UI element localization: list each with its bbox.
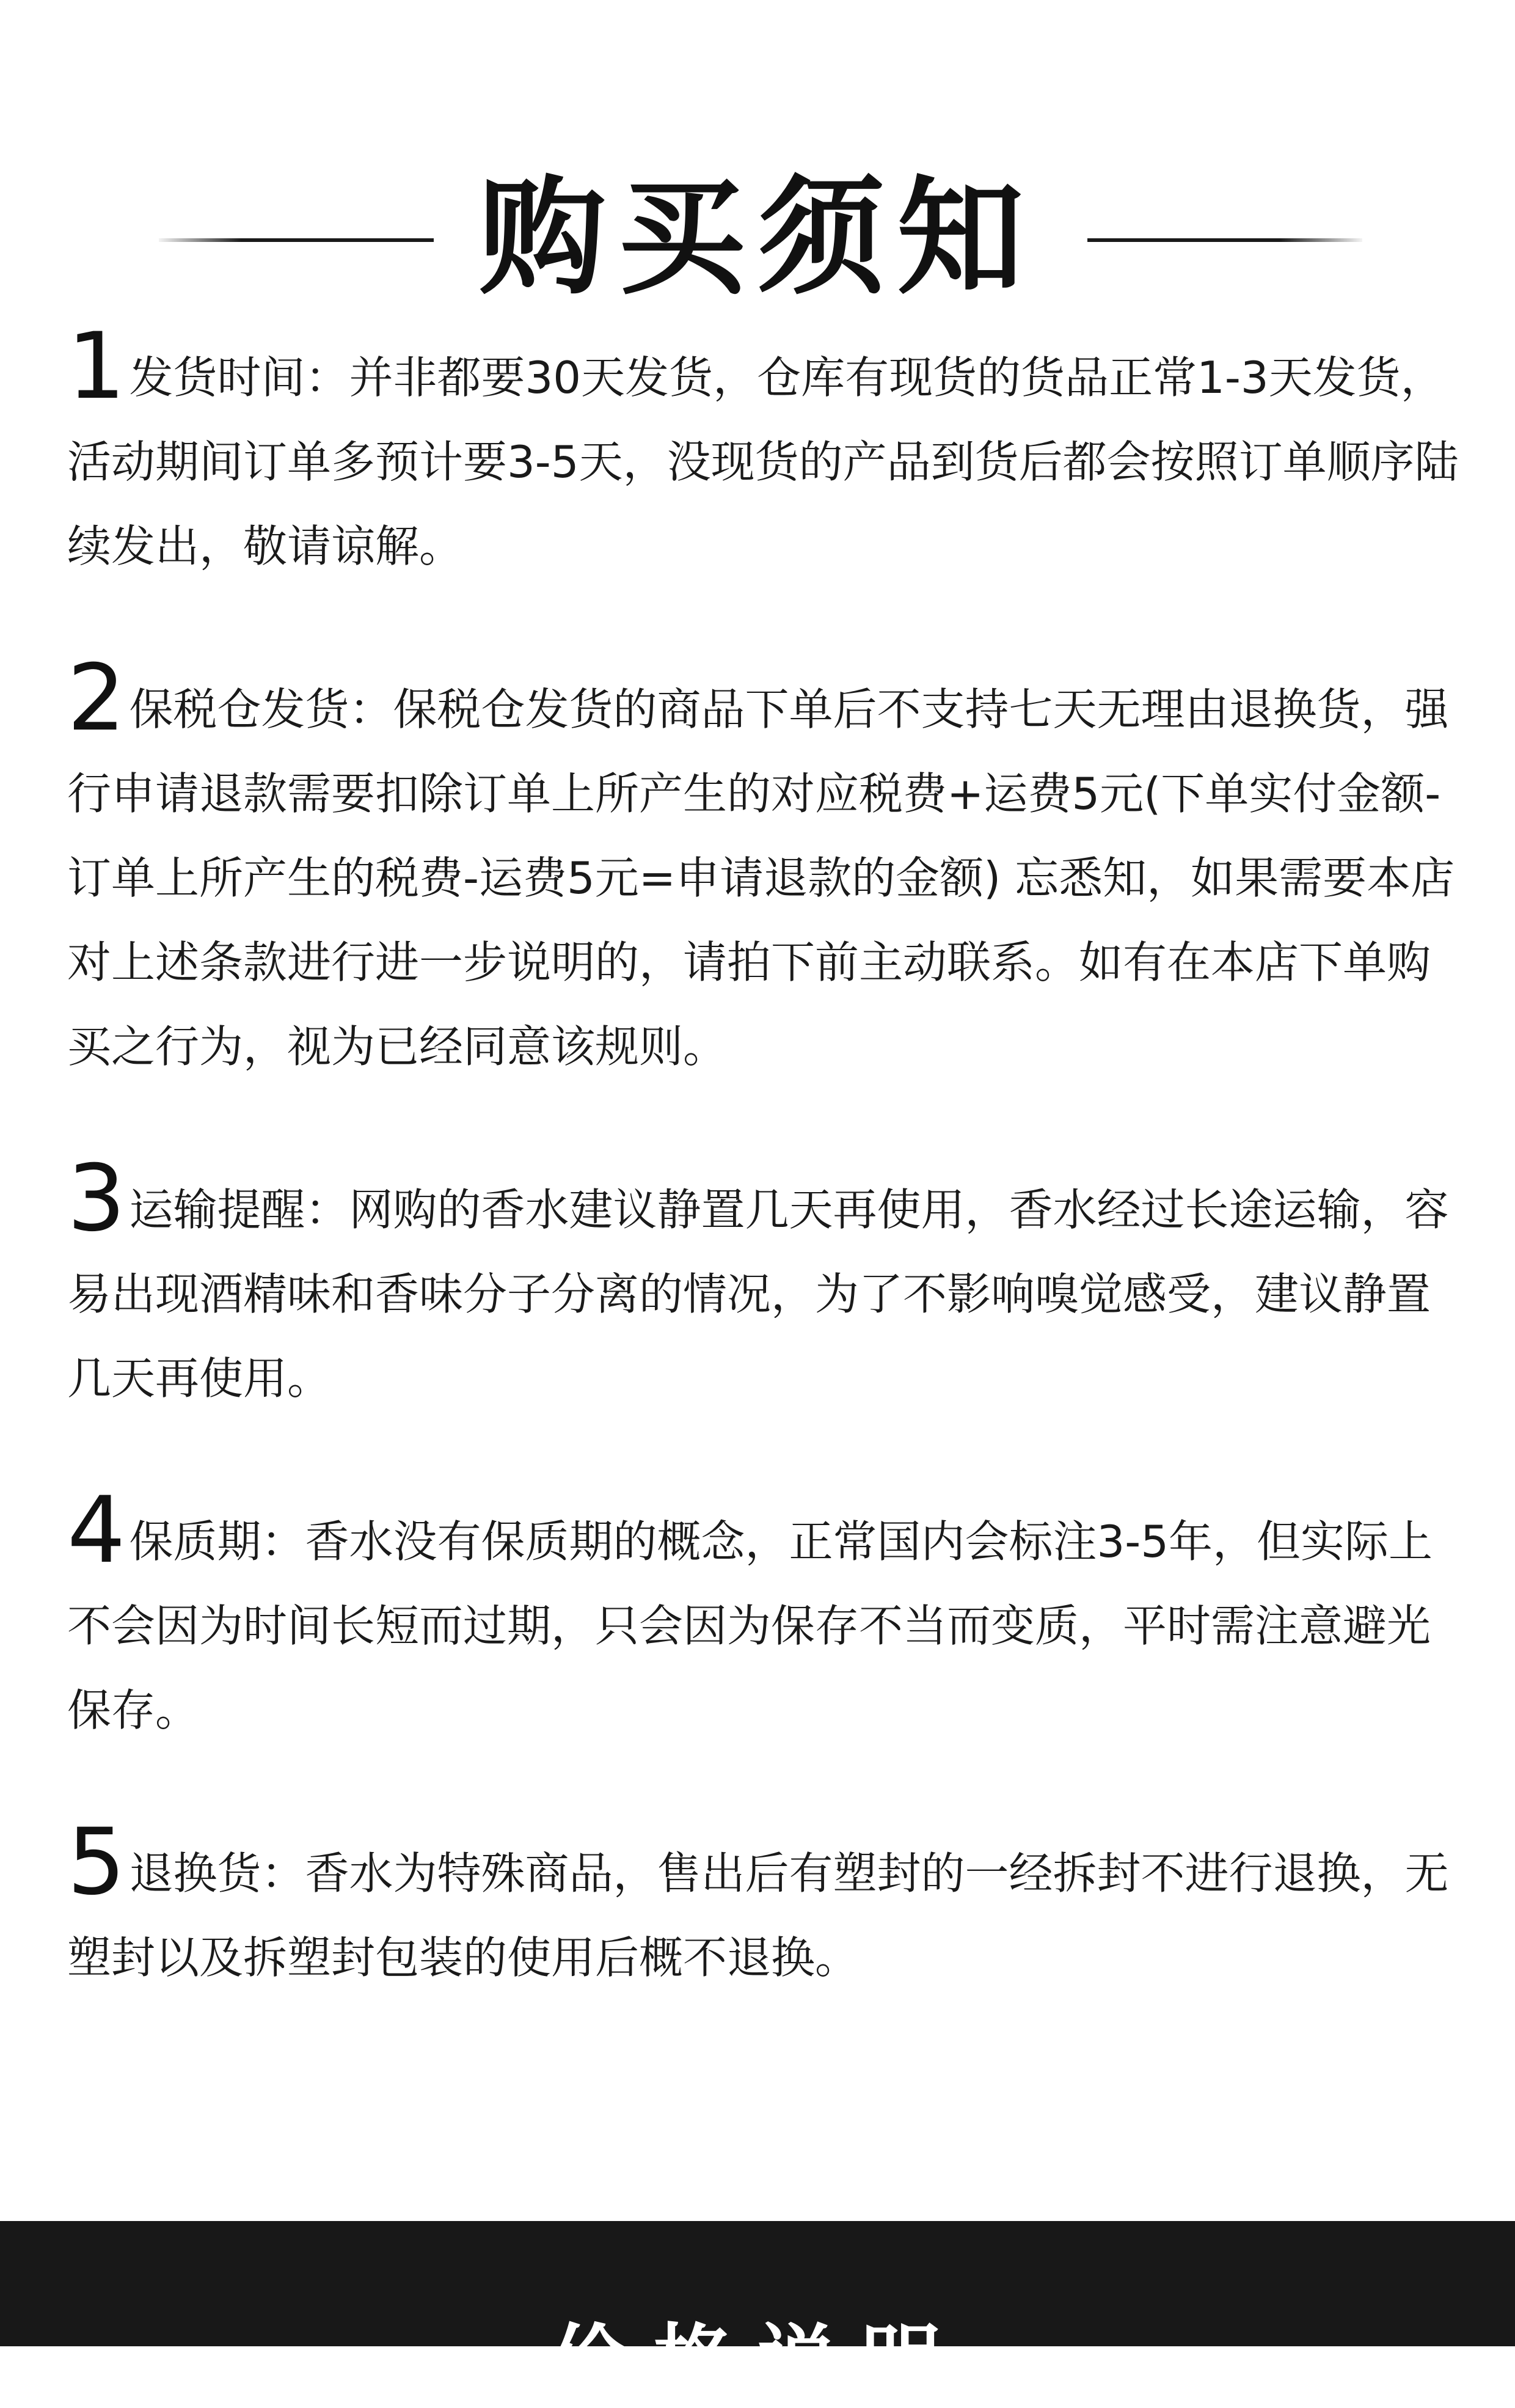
section-paragraph — [67, 1146, 1466, 1421]
section-paragraph — [67, 313, 1466, 588]
section-body: 网购的香水建议静置几天再使用，香水经过长途运输，容易出现酒精味和香味分子分离的情况，为了不影响嗅觉感受，建议静置几天再使用。 — [67, 1184, 1449, 1404]
notice-section-shipping-time — [67, 313, 1466, 588]
footer-heading: 价格说明 — [549, 2315, 965, 2408]
notice-sections — [67, 313, 1466, 2073]
notice-section-transport — [67, 1146, 1466, 1421]
page-header — [0, 159, 1515, 318]
section-body: 香水没有保质期的概念，正常国内会标注3-5年，但实际上不会因为时间长短而过期，只会因为保存不当而变质，平时需注意避光保存。 — [67, 1516, 1433, 1736]
section-number: 4 — [67, 1477, 126, 1584]
section-title: 保税仓发货： — [129, 684, 393, 735]
section-number: 2 — [67, 645, 126, 752]
section-title: 运输提醒： — [129, 1184, 349, 1235]
section-title: 发货时间： — [129, 352, 349, 403]
section-body: 保税仓发货的商品下单后不支持七天无理由退换货，强行申请退款需要扣除订单上所产生的对应税费+运费5元(下单实付金额-订单上所产生的税费-运费5元=申请退款的金额) 忘悉知，如果需要本店对上述条款进行进一步说明的，请拍下前主动联系。如有在本店下单购买之行为，视为已经同意该规则。 — [67, 684, 1455, 1072]
section-number: 1 — [67, 313, 126, 420]
header-divider-right — [1087, 238, 1362, 242]
notice-section-shelf-life — [67, 1477, 1466, 1752]
notice-section-bonded-warehouse — [67, 645, 1466, 1089]
page-title: 购买须知 — [479, 164, 1036, 312]
section-number: 5 — [67, 1809, 126, 1916]
section-paragraph — [67, 1809, 1466, 2000]
section-paragraph — [67, 1477, 1466, 1752]
section-number: 3 — [67, 1146, 126, 1252]
header-divider-left — [159, 238, 434, 242]
section-title: 保质期： — [129, 1516, 305, 1567]
section-paragraph — [67, 645, 1466, 1089]
section-body: 香水为特殊商品，售出后有塑封的一经拆封不进行退换，无塑封以及拆塑封包装的使用后概不退换。 — [67, 1848, 1449, 1983]
notice-section-returns — [67, 1809, 1466, 2000]
section-title: 退换货： — [129, 1848, 305, 1899]
section-body: 并非都要30天发货，仓库有现货的货品正常1-3天发货，活动期间订单多预计要3-5天，没现货的产品到货后都会按照订单顺序陆续发出，敬请谅解。 — [67, 352, 1459, 572]
footer-band — [0, 2221, 1515, 2408]
